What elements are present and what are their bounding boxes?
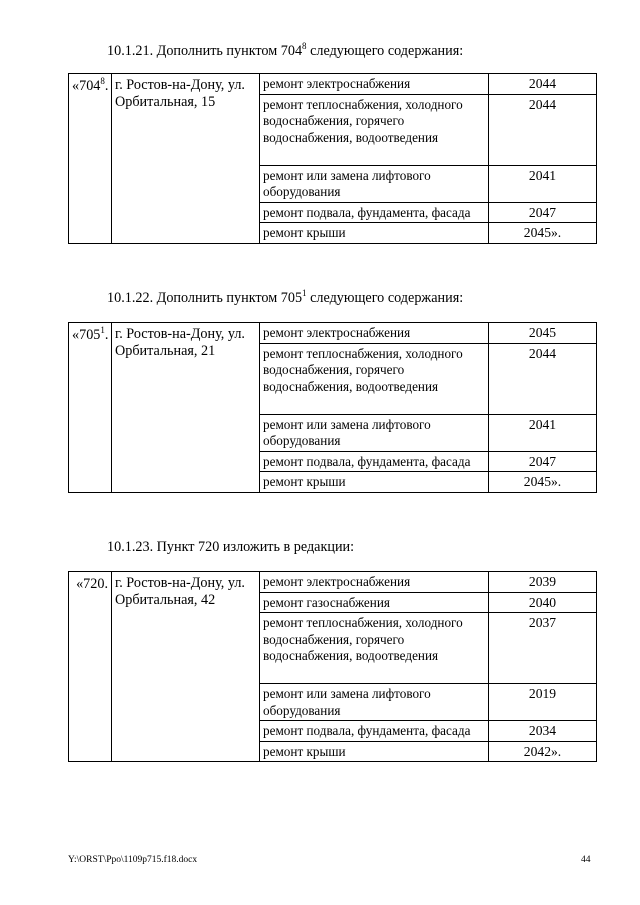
year-cell: 2045 bbox=[489, 323, 597, 344]
item-number-superscript: 8 bbox=[100, 76, 105, 86]
work-type-cell: ремонт подвала, фундамента, фасада bbox=[260, 451, 489, 472]
year-cell: 2044 bbox=[489, 74, 597, 95]
schedule-table bbox=[68, 73, 597, 244]
year-cell: 2034 bbox=[489, 721, 597, 742]
address-cell: г. Ростов-на-Дону, ул. Орбитальная, 15 bbox=[112, 74, 260, 244]
item-number-superscript: 1 bbox=[100, 325, 105, 335]
heading-text-suffix: следующего содержания: bbox=[306, 290, 464, 306]
item-number-tail: . bbox=[104, 78, 109, 94]
work-type-cell: ремонт крыши bbox=[260, 741, 489, 762]
year-cell: 2041 bbox=[489, 165, 597, 202]
heading-text: 10.1.22. Дополнить пунктом 705 bbox=[107, 290, 303, 306]
year-cell: 2040 bbox=[489, 592, 597, 613]
heading-text: 10.1.21. Дополнить пунктом 704 bbox=[107, 43, 303, 59]
work-type-cell: ремонт газоснабжения bbox=[260, 592, 489, 613]
work-type-cell: ремонт или замена лифтового оборудования bbox=[260, 684, 489, 721]
footer-page-number: 44 bbox=[581, 855, 591, 865]
year-cell: 2047 bbox=[489, 451, 597, 472]
work-type-cell: ремонт или замена лифтового оборудования bbox=[260, 414, 489, 451]
footer-file-path: Y:\ORST\Ppo\1109p715.f18.docx bbox=[68, 855, 198, 865]
year-cell: 2042». bbox=[489, 741, 597, 762]
heading-text: 10.1.23. Пункт 720 изложить в редакции: bbox=[107, 539, 355, 555]
section-heading bbox=[107, 42, 463, 60]
work-type-cell: ремонт крыши bbox=[260, 472, 489, 493]
table-row bbox=[69, 323, 597, 344]
table-row bbox=[69, 572, 597, 593]
item-number-cell bbox=[69, 74, 112, 244]
schedule-table bbox=[68, 571, 597, 762]
item-number-cell bbox=[69, 572, 112, 762]
work-type-cell: ремонт теплоснабжения, холодного водоснабжения, горячего водоснабжения, водоотведения bbox=[260, 94, 489, 165]
section-heading bbox=[107, 289, 463, 307]
work-type-cell: ремонт теплоснабжения, холодного водоснабжения, горячего водоснабжения, водоотведения bbox=[260, 343, 489, 414]
year-cell: 2044 bbox=[489, 94, 597, 165]
work-type-cell: ремонт теплоснабжения, холодного водоснабжения, горячего водоснабжения, водоотведения bbox=[260, 613, 489, 684]
schedule-table bbox=[68, 322, 597, 493]
work-type-cell: ремонт электроснабжения bbox=[260, 572, 489, 593]
table-row bbox=[69, 74, 597, 95]
year-cell: 2019 bbox=[489, 684, 597, 721]
year-cell: 2045». bbox=[489, 223, 597, 244]
year-cell: 2039 bbox=[489, 572, 597, 593]
item-number-cell bbox=[69, 323, 112, 493]
year-cell: 2047 bbox=[489, 202, 597, 223]
section-heading bbox=[107, 538, 354, 556]
item-number: «705 bbox=[72, 327, 101, 343]
year-cell: 2041 bbox=[489, 414, 597, 451]
work-type-cell: ремонт электроснабжения bbox=[260, 323, 489, 344]
work-type-cell: ремонт или замена лифтового оборудования bbox=[260, 165, 489, 202]
year-cell: 2037 bbox=[489, 613, 597, 684]
work-type-cell: ремонт электроснабжения bbox=[260, 74, 489, 95]
item-number-tail: . bbox=[104, 327, 109, 343]
heading-text-suffix: следующего содержания: bbox=[306, 43, 464, 59]
item-number: «704 bbox=[72, 78, 101, 94]
item-number: «720. bbox=[76, 576, 108, 592]
work-type-cell: ремонт подвала, фундамента, фасада bbox=[260, 721, 489, 742]
heading-superscript: 8 bbox=[302, 41, 307, 51]
year-cell: 2045». bbox=[489, 472, 597, 493]
address-cell: г. Ростов-на-Дону, ул. Орбитальная, 42 bbox=[112, 572, 260, 762]
work-type-cell: ремонт подвала, фундамента, фасада bbox=[260, 202, 489, 223]
work-type-cell: ремонт крыши bbox=[260, 223, 489, 244]
heading-superscript: 1 bbox=[302, 288, 307, 298]
address-cell: г. Ростов-на-Дону, ул. Орбитальная, 21 bbox=[112, 323, 260, 493]
year-cell: 2044 bbox=[489, 343, 597, 414]
